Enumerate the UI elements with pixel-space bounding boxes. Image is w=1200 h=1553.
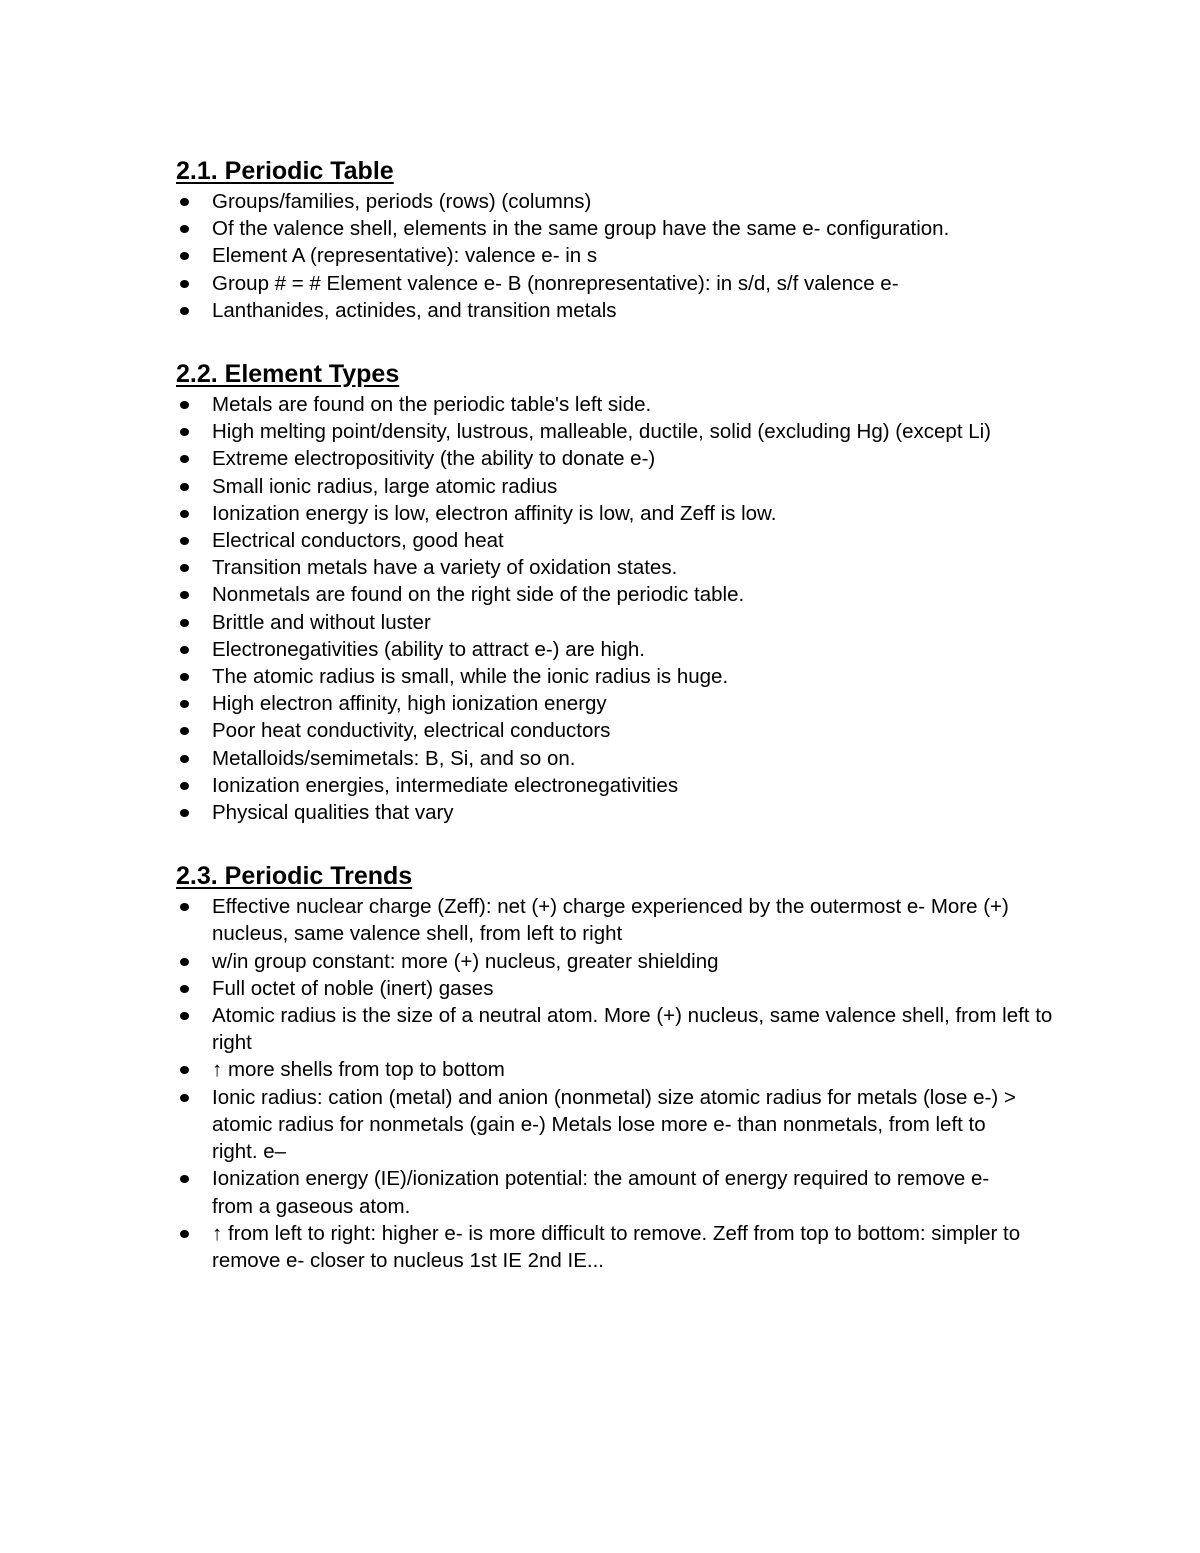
- list-item-text: Ionization energy is low, electron affinity is low, and Zeff is low.: [212, 501, 777, 525]
- section-heading: 2.1. Periodic Table: [176, 157, 394, 185]
- list-item: [176, 948, 1076, 975]
- list-item-text: Transition metals have a variety of oxidation states.: [212, 556, 678, 580]
- list-item: [176, 609, 1076, 636]
- list-item: [176, 663, 1076, 690]
- bullet-icon: [180, 401, 189, 409]
- list-item-text: High melting point/density, lustrous, malleable, ductile, solid (excluding Hg) (except Li): [212, 420, 991, 444]
- list-item-text: Groups/families, periods (rows) (columns): [212, 190, 592, 213]
- list-item: [176, 1084, 1076, 1166]
- list-item: [176, 554, 1076, 581]
- list-item-text: Of the valence shell, elements in the same group have the same e- configuration.: [212, 217, 950, 241]
- list-item: [176, 297, 1076, 324]
- bullet-icon: [180, 700, 189, 708]
- bullet-icon: [180, 198, 189, 206]
- bullet-icon: [180, 782, 189, 790]
- bullet-icon: [180, 1230, 189, 1238]
- list-item: [176, 745, 1076, 772]
- list-item-text: Poor heat conductivity, electrical conductors: [212, 719, 611, 743]
- list-item-text: Atomic radius is the size of a neutral atom. More (+) nucleus, same valence shell, from left to right: [212, 1004, 1053, 1055]
- bullet-icon: [180, 252, 189, 260]
- list-item-text: Nonmetals are found on the right side of the periodic table.: [212, 583, 745, 607]
- bullet-icon: [180, 755, 189, 763]
- bullet-icon: [180, 428, 189, 436]
- list-item-text: Extreme electropositivity (the ability to donate e-): [212, 447, 656, 471]
- bullet-list: [176, 188, 1076, 324]
- list-item-text: Group # = # Element valence e- B (nonrepresentative): in s/d, s/f valence e-: [212, 271, 899, 295]
- list-item: [176, 799, 1076, 826]
- bullet-icon: [180, 1175, 189, 1183]
- list-item: [176, 418, 1076, 445]
- list-item: [176, 717, 1076, 744]
- list-item: [176, 636, 1076, 663]
- bullet-list: [176, 893, 1076, 1274]
- list-item: [176, 975, 1076, 1002]
- bullet-icon: [180, 483, 189, 491]
- list-item-text: Effective nuclear charge (Zeff): net (+) charge experienced by the outermost e- More (+) nucleus, same valence shell, from left to right: [212, 895, 1009, 946]
- list-item: [176, 473, 1076, 500]
- list-item-text: ↑ more shells from top to bottom: [212, 1058, 505, 1082]
- list-item: [176, 527, 1076, 554]
- list-item-text: Metalloids/semimetals: B, Si, and so on.: [212, 746, 576, 770]
- bullet-icon: [180, 455, 189, 463]
- document-page: [176, 154, 1076, 1274]
- bullet-icon: [180, 1066, 189, 1074]
- list-item-text: Ionization energy (IE)/ionization potential: the amount of energy required to remove e- from a gaseous atom.: [212, 1167, 990, 1218]
- list-item: [176, 893, 1076, 947]
- list-item-text: Electronegativities (ability to attract e-) are high.: [212, 637, 645, 661]
- list-item: [176, 1002, 1076, 1056]
- bullet-icon: [180, 673, 189, 681]
- list-item: [176, 772, 1076, 799]
- bullet-icon: [180, 985, 189, 993]
- bullet-icon: [180, 1094, 189, 1102]
- bullet-icon: [180, 809, 189, 817]
- bullet-list: [176, 391, 1076, 826]
- list-item: [176, 1220, 1076, 1274]
- bullet-icon: [180, 646, 189, 654]
- bullet-icon: [180, 280, 189, 288]
- list-item: [176, 1165, 1076, 1219]
- bullet-icon: [180, 727, 189, 735]
- list-item-text: ↑ from left to right: higher e- is more difficult to remove. Zeff from top to bottom: simpler to remove e- closer to nucleus 1st IE 2nd IE...: [212, 1221, 1021, 1272]
- list-item-text: Metals are found on the periodic table's left side.: [212, 393, 652, 417]
- list-item: [176, 188, 1076, 215]
- list-item: [176, 391, 1076, 418]
- list-item: [176, 215, 1076, 242]
- list-item: [176, 445, 1076, 472]
- list-item-text: Electrical conductors, good heat: [212, 529, 504, 553]
- bullet-icon: [180, 510, 189, 518]
- list-item-text: Element A (representative): valence e- in s: [212, 244, 598, 268]
- section-periodic-trends: [176, 859, 1076, 1274]
- list-item-text: Brittle and without luster: [212, 610, 431, 634]
- bullet-icon: [180, 619, 189, 627]
- bullet-icon: [180, 225, 189, 233]
- bullet-icon: [180, 307, 189, 315]
- list-item: [176, 1056, 1076, 1083]
- list-item-text: Physical qualities that vary: [212, 801, 454, 825]
- bullet-icon: [180, 564, 189, 572]
- list-item-text: w/in group constant: more (+) nucleus, greater shielding: [212, 949, 719, 973]
- list-item-text: High electron affinity, high ionization energy: [212, 692, 607, 716]
- section-periodic-table: [176, 154, 1076, 324]
- list-item-text: Ionic radius: cation (metal) and anion (nonmetal) size atomic radius for metals (lose e-) > atomic radius for nonmetals (gain e-) Metals lose more e- than nonmetals, from left to right. e–: [212, 1085, 1016, 1164]
- section-heading: 2.2. Element Types: [176, 360, 400, 389]
- list-item: [176, 581, 1076, 608]
- list-item-text: Ionization energies, intermediate electronegativities: [212, 773, 679, 797]
- list-item-text: The atomic radius is small, while the ionic radius is huge.: [212, 665, 729, 689]
- list-item-text: Full octet of noble (inert) gases: [212, 976, 494, 1000]
- bullet-icon: [180, 903, 189, 911]
- section-heading: 2.3. Periodic Trends: [176, 862, 413, 891]
- list-item-text: Small ionic radius, large atomic radius: [212, 474, 558, 498]
- list-item: [176, 270, 1076, 297]
- bullet-icon: [180, 958, 189, 966]
- list-item: [176, 500, 1076, 527]
- list-item-text: Lanthanides, actinides, and transition metals: [212, 298, 617, 322]
- bullet-icon: [180, 591, 189, 599]
- section-element-types: [176, 357, 1076, 826]
- bullet-icon: [180, 537, 189, 545]
- list-item: [176, 690, 1076, 717]
- list-item: [176, 242, 1076, 269]
- bullet-icon: [180, 1012, 189, 1020]
